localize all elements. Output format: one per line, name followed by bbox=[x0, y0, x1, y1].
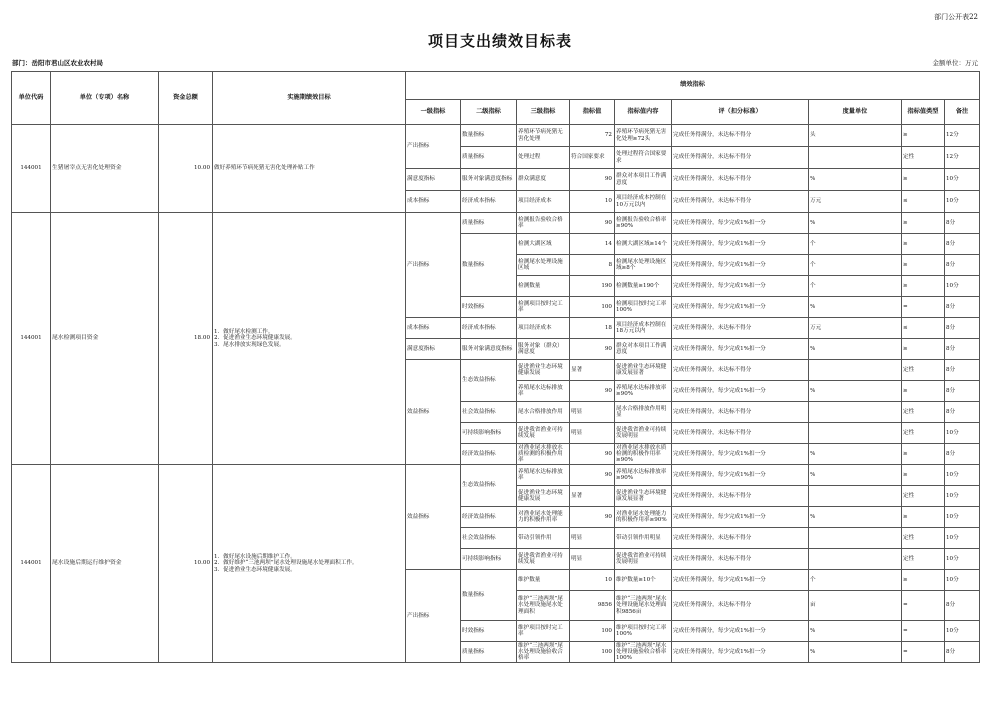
value-content-cell: 养殖尾水达标排放率≥90% bbox=[615, 465, 672, 486]
level3-cell: 检测尾水处理设施区域 bbox=[517, 255, 570, 276]
value-cell: 10 bbox=[570, 191, 615, 213]
level3-cell: 维护“三池两坝”尾水处理设施验收合格率 bbox=[517, 642, 570, 663]
value-cell: 90 bbox=[570, 507, 615, 528]
level3-cell: 促进渔业生态环境健康发展 bbox=[517, 360, 570, 381]
value-cell: 明显 bbox=[570, 549, 615, 570]
table-row bbox=[12, 465, 980, 486]
scoring-cell: 完成任务得满分，未达标不得分 bbox=[672, 423, 809, 444]
remark-cell: 10分 bbox=[945, 528, 980, 549]
value-type-cell: ≥ bbox=[902, 381, 945, 402]
project-name-cell: 尾水检测项目资金 bbox=[51, 213, 159, 465]
value-type-cell: = bbox=[902, 297, 945, 318]
scoring-cell: 完成任务得满分，未达标不得分 bbox=[672, 591, 809, 621]
scoring-cell: 完成任务得满分，未达标不得分 bbox=[672, 549, 809, 570]
remark-cell: 10分 bbox=[945, 169, 980, 191]
scoring-cell: 完成任务得满分，未达标不得分 bbox=[672, 402, 809, 423]
value-type-cell: ≥ bbox=[902, 465, 945, 486]
col-value-type: 指标值类型 bbox=[902, 100, 945, 125]
measure-unit-cell: % bbox=[809, 465, 902, 486]
level2-cell: 数量指标 bbox=[461, 570, 517, 621]
level1-cell: 产出指标 bbox=[406, 213, 461, 318]
remark-cell: 10分 bbox=[945, 486, 980, 507]
level3-cell: 维护“三池两坝”尾水处理设施尾水处理面积 bbox=[517, 591, 570, 621]
measure-unit-cell: % bbox=[809, 642, 902, 663]
value-content-cell: 检测数量≥190个 bbox=[615, 276, 672, 297]
remark-cell: 8分 bbox=[945, 213, 980, 234]
scoring-cell: 完成任务得满分，每少完成1%扣一分 bbox=[672, 234, 809, 255]
value-type-cell: ≥ bbox=[902, 213, 945, 234]
value-content-cell: 对渔业尾水排放水质检测的积极作用率≥90% bbox=[615, 444, 672, 465]
value-content-cell: 维护数量≥10个 bbox=[615, 570, 672, 591]
target-line: 3．尾水排放实现绿色发展。 bbox=[214, 341, 285, 348]
col-target: 实施期绩效目标 bbox=[213, 72, 406, 125]
value-cell: 明显 bbox=[570, 423, 615, 444]
project-name-cell: 生猪屠宰点无害化处理资金 bbox=[51, 125, 159, 213]
value-type-cell: ≥ bbox=[902, 125, 945, 147]
measure-unit-cell: 万元 bbox=[809, 191, 902, 213]
remark-cell: 10分 bbox=[945, 191, 980, 213]
level1-cell: 效益指标 bbox=[406, 360, 461, 465]
remark-cell: 10分 bbox=[945, 570, 980, 591]
unit-code-cell: 144001 bbox=[12, 465, 51, 663]
target-cell: 做好养殖环节病死猪无害化处理补贴工作 bbox=[213, 125, 406, 213]
level3-cell: 检测数量 bbox=[517, 276, 570, 297]
value-type-cell: 定性 bbox=[902, 402, 945, 423]
value-type-cell: 定性 bbox=[902, 360, 945, 381]
value-type-cell: 定性 bbox=[902, 147, 945, 169]
table-row bbox=[12, 125, 980, 147]
scoring-cell: 完成任务得满分，每少完成1%扣一分 bbox=[672, 444, 809, 465]
performance-table bbox=[11, 71, 980, 663]
level2-cell: 服务对象满意度指标 bbox=[461, 339, 517, 360]
remark-cell: 8分 bbox=[945, 234, 980, 255]
value-type-cell: ≥ bbox=[902, 276, 945, 297]
amount-unit-label: 金额单位：万元 bbox=[932, 59, 978, 67]
measure-unit-cell: % bbox=[809, 444, 902, 465]
level3-cell: 维护项目按时完工率 bbox=[517, 621, 570, 642]
level3-cell: 群众满意度 bbox=[517, 169, 570, 191]
measure-unit-cell: 头 bbox=[809, 125, 902, 147]
level2-cell: 质量指标 bbox=[461, 642, 517, 663]
level3-cell: 促进我省渔业可持续发展 bbox=[517, 549, 570, 570]
value-type-cell: ≥ bbox=[902, 169, 945, 191]
level3-cell: 服务对象（群众）满意度 bbox=[517, 339, 570, 360]
scoring-cell: 完成任务得满分，未达标不得分 bbox=[672, 169, 809, 191]
level3-cell: 检测报告验收合格率 bbox=[517, 213, 570, 234]
col-project-name: 单位（专项）名称 bbox=[51, 72, 159, 125]
value-type-cell: = bbox=[902, 642, 945, 663]
col-level3: 三级指标 bbox=[517, 100, 570, 125]
remark-cell: 10分 bbox=[945, 549, 980, 570]
level2-cell: 经济成本指标 bbox=[461, 318, 517, 339]
value-type-cell: ≤ bbox=[902, 191, 945, 213]
value-cell: 100 bbox=[570, 642, 615, 663]
measure-unit-cell bbox=[809, 423, 902, 444]
value-content-cell: 促进我省渔业可持续发展明显 bbox=[615, 549, 672, 570]
value-type-cell: ≥ bbox=[902, 339, 945, 360]
col-remark: 备注 bbox=[945, 100, 980, 125]
value-content-cell: 维护“三池两坝”尾水处理设施尾水处理面积9856亩 bbox=[615, 591, 672, 621]
level3-cell: 维护数量 bbox=[517, 570, 570, 591]
remark-cell: 12分 bbox=[945, 147, 980, 169]
measure-unit-cell: % bbox=[809, 507, 902, 528]
scoring-cell: 完成任务得满分，每少完成1%扣一分 bbox=[672, 381, 809, 402]
value-cell: 190 bbox=[570, 276, 615, 297]
unit-code-cell: 144001 bbox=[12, 213, 51, 465]
remark-cell: 8分 bbox=[945, 255, 980, 276]
scoring-cell: 完成任务得满分，每少完成1%扣一分 bbox=[672, 465, 809, 486]
measure-unit-cell bbox=[809, 486, 902, 507]
department-label: 部门：岳阳市君山区农业农村局 bbox=[12, 59, 103, 67]
level3-cell: 促进我省渔业可持续发展 bbox=[517, 423, 570, 444]
value-content-cell: 维护项目按时完工率100% bbox=[615, 621, 672, 642]
value-content-cell: 群众对本项目工作满意度 bbox=[615, 169, 672, 191]
unit-code-cell: 144001 bbox=[12, 125, 51, 213]
level2-cell: 时效指标 bbox=[461, 297, 517, 318]
level3-cell: 养殖环节病死猪无害化处理 bbox=[517, 125, 570, 147]
col-value: 指标值 bbox=[570, 100, 615, 125]
scoring-cell: 完成任务得满分，每少完成1%扣一分 bbox=[672, 642, 809, 663]
target-line: 2．促进渔业生态环境健康发展。 bbox=[214, 335, 296, 342]
col-level1: 一级指标 bbox=[406, 100, 461, 125]
remark-cell: 8分 bbox=[945, 642, 980, 663]
level2-cell: 时效指标 bbox=[461, 621, 517, 642]
value-content-cell: 处理过程符合国家要求 bbox=[615, 147, 672, 169]
measure-unit-cell bbox=[809, 549, 902, 570]
value-cell: 明显 bbox=[570, 528, 615, 549]
level3-cell: 对渔业尾水排放水质检测的积极作用率 bbox=[517, 444, 570, 465]
value-type-cell: ≥ bbox=[902, 234, 945, 255]
table-row bbox=[12, 213, 980, 234]
value-content-cell: 养殖环节病死猪无害化处理≥72头 bbox=[615, 125, 672, 147]
col-value-content: 指标值内容 bbox=[615, 100, 672, 125]
total-funds-cell: 10.00 bbox=[159, 465, 213, 663]
measure-unit-cell: % bbox=[809, 339, 902, 360]
value-cell: 90 bbox=[570, 213, 615, 234]
value-type-cell: 定性 bbox=[902, 423, 945, 444]
measure-unit-cell: 亩 bbox=[809, 591, 902, 621]
value-cell: 显著 bbox=[570, 486, 615, 507]
level3-cell: 项目经济成本 bbox=[517, 318, 570, 339]
value-type-cell: = bbox=[902, 591, 945, 621]
scoring-cell: 完成任务得满分，每少完成1%扣一分 bbox=[672, 339, 809, 360]
measure-unit-cell bbox=[809, 360, 902, 381]
level2-cell: 社会效益指标 bbox=[461, 528, 517, 549]
scoring-cell: 完成任务得满分，每少完成1%扣一分 bbox=[672, 507, 809, 528]
level2-cell: 质量指标 bbox=[461, 213, 517, 234]
col-scoring: 评（扣分标准） bbox=[672, 100, 809, 125]
target-cell bbox=[213, 213, 406, 465]
level2-cell: 生态效益指标 bbox=[461, 465, 517, 507]
value-cell: 90 bbox=[570, 381, 615, 402]
page-note: 部门公开表22 bbox=[934, 13, 978, 21]
measure-unit-cell: % bbox=[809, 621, 902, 642]
col-unit-code: 单位代码 bbox=[12, 72, 51, 125]
measure-unit-cell bbox=[809, 147, 902, 169]
value-type-cell: ≥ bbox=[902, 444, 945, 465]
value-cell: 10 bbox=[570, 570, 615, 591]
level2-cell: 可持续影响指标 bbox=[461, 549, 517, 570]
level2-cell: 数量指标 bbox=[461, 234, 517, 297]
value-content-cell: 项目经济成本控制在18万元以内 bbox=[615, 318, 672, 339]
value-type-cell: 定性 bbox=[902, 486, 945, 507]
scoring-cell: 完成任务得满分，每少完成1%扣一分 bbox=[672, 255, 809, 276]
col-indicators: 绩效指标 bbox=[406, 72, 980, 100]
remark-cell: 10分 bbox=[945, 423, 980, 444]
value-content-cell: 检测大湖区域≥14个 bbox=[615, 234, 672, 255]
total-funds-cell: 10.00 bbox=[159, 125, 213, 213]
value-content-cell: 养殖尾水达标排放率≥90% bbox=[615, 381, 672, 402]
value-type-cell: ≤ bbox=[902, 318, 945, 339]
col-level2: 二级指标 bbox=[461, 100, 517, 125]
level2-cell: 经济成本指标 bbox=[461, 191, 517, 213]
level1-cell: 满意度指标 bbox=[406, 339, 461, 360]
level1-cell: 效益指标 bbox=[406, 465, 461, 570]
scoring-cell: 完成任务得满分，未达标不得分 bbox=[672, 318, 809, 339]
level1-cell: 产出指标 bbox=[406, 570, 461, 663]
level2-cell: 生态效益指标 bbox=[461, 360, 517, 402]
measure-unit-cell: % bbox=[809, 297, 902, 318]
level2-cell: 可持续影响指标 bbox=[461, 423, 517, 444]
page-title: 项目支出绩效目标表 bbox=[427, 32, 572, 50]
remark-cell: 10分 bbox=[945, 465, 980, 486]
value-cell: 100 bbox=[570, 621, 615, 642]
level3-cell: 检测项目按时完工率 bbox=[517, 297, 570, 318]
target-cell bbox=[213, 465, 406, 663]
value-cell: 90 bbox=[570, 339, 615, 360]
remark-cell: 8分 bbox=[945, 339, 980, 360]
level3-cell: 带动引领作用 bbox=[517, 528, 570, 549]
level1-cell: 满意度指标 bbox=[406, 169, 461, 191]
target-line: 1．做好尾水检测工作。 bbox=[214, 329, 274, 336]
level2-cell: 经济效益指标 bbox=[461, 507, 517, 528]
target-line: 1．做好尾水设施后期维护工作。 bbox=[214, 554, 296, 561]
value-type-cell: ≥ bbox=[902, 255, 945, 276]
value-cell: 14 bbox=[570, 234, 615, 255]
target-line: 2．做好维护“三池两坝”尾水处理设施尾水处理面积工作。 bbox=[214, 560, 358, 567]
measure-unit-cell bbox=[809, 402, 902, 423]
level3-cell: 项目经济成本 bbox=[517, 191, 570, 213]
value-cell: 90 bbox=[570, 169, 615, 191]
value-content-cell: 检测项目按时完工率100% bbox=[615, 297, 672, 318]
level3-cell: 处理过程 bbox=[517, 147, 570, 169]
value-content-cell: 促进渔业生态环境健康发展显著 bbox=[615, 360, 672, 381]
measure-unit-cell bbox=[809, 528, 902, 549]
level1-cell: 成本指标 bbox=[406, 191, 461, 213]
target-line: 3．促进渔业生态环境健康发展。 bbox=[214, 566, 296, 573]
level2-cell: 数量指标 bbox=[461, 125, 517, 147]
value-type-cell: 定性 bbox=[902, 528, 945, 549]
value-content-cell: 项目经济成本控制在10万元以内 bbox=[615, 191, 672, 213]
value-content-cell: 带动引领作用明显 bbox=[615, 528, 672, 549]
level2-cell: 服务对象满意度指标 bbox=[461, 169, 517, 191]
level2-cell: 质量指标 bbox=[461, 147, 517, 169]
remark-cell: 8分 bbox=[945, 360, 980, 381]
level2-cell: 经济效益指标 bbox=[461, 444, 517, 465]
value-cell: 9856 bbox=[570, 591, 615, 621]
level1-cell: 成本指标 bbox=[406, 318, 461, 339]
scoring-cell: 完成任务得满分，每少完成1%扣一分 bbox=[672, 621, 809, 642]
level3-cell: 对渔业尾水处理能力的积极作用率 bbox=[517, 507, 570, 528]
remark-cell: 10分 bbox=[945, 507, 980, 528]
measure-unit-cell: 个 bbox=[809, 234, 902, 255]
value-cell: 明显 bbox=[570, 402, 615, 423]
value-cell: 72 bbox=[570, 125, 615, 147]
level2-cell: 社会效益指标 bbox=[461, 402, 517, 423]
scoring-cell: 完成任务得满分，未达标不得分 bbox=[672, 125, 809, 147]
level3-cell: 养殖尾水达标排放率 bbox=[517, 381, 570, 402]
value-cell: 100 bbox=[570, 297, 615, 318]
scoring-cell: 完成任务得满分，未达标不得分 bbox=[672, 360, 809, 381]
total-funds-cell: 18.00 bbox=[159, 213, 213, 465]
value-content-cell: 检测尾水处理设施区域≥8个 bbox=[615, 255, 672, 276]
remark-cell: 12分 bbox=[945, 125, 980, 147]
col-total-funds: 资金总额 bbox=[159, 72, 213, 125]
value-cell: 符合国家要求 bbox=[570, 147, 615, 169]
remark-cell: 8分 bbox=[945, 402, 980, 423]
scoring-cell: 完成任务得满分，未达标不得分 bbox=[672, 528, 809, 549]
value-content-cell: 对渔业尾水处理能力的积极作用率≥90% bbox=[615, 507, 672, 528]
value-content-cell: 促进渔业生态环境健康发展显著 bbox=[615, 486, 672, 507]
value-cell: 90 bbox=[570, 444, 615, 465]
value-cell: 18 bbox=[570, 318, 615, 339]
value-content-cell: 维护“三池两坝”尾水处理设施验收合格率100% bbox=[615, 642, 672, 663]
remark-cell: 10分 bbox=[945, 621, 980, 642]
level3-cell: 尾水合格排放作用 bbox=[517, 402, 570, 423]
measure-unit-cell: % bbox=[809, 213, 902, 234]
level3-cell: 检测大湖区域 bbox=[517, 234, 570, 255]
value-type-cell: 定性 bbox=[902, 549, 945, 570]
scoring-cell: 完成任务得满分，未达标不得分 bbox=[672, 486, 809, 507]
remark-cell: 8分 bbox=[945, 591, 980, 621]
scoring-cell: 完成任务得满分，未达标不得分 bbox=[672, 147, 809, 169]
value-type-cell: = bbox=[902, 621, 945, 642]
scoring-cell: 完成任务得满分，未达标不得分 bbox=[672, 191, 809, 213]
scoring-cell: 完成任务得满分，每少完成1%扣一分 bbox=[672, 297, 809, 318]
measure-unit-cell: 个 bbox=[809, 570, 902, 591]
measure-unit-cell: 万元 bbox=[809, 318, 902, 339]
remark-cell: 8分 bbox=[945, 297, 980, 318]
scoring-cell: 完成任务得满分，每少完成1%扣一分 bbox=[672, 276, 809, 297]
value-cell: 90 bbox=[570, 465, 615, 486]
remark-cell: 8分 bbox=[945, 381, 980, 402]
value-content-cell: 群众对本项目工作满意度 bbox=[615, 339, 672, 360]
scoring-cell: 完成任务得满分，每少完成1%扣一分 bbox=[672, 570, 809, 591]
value-cell: 显著 bbox=[570, 360, 615, 381]
value-type-cell: ≥ bbox=[902, 570, 945, 591]
level1-cell: 产出指标 bbox=[406, 125, 461, 169]
value-cell: 8 bbox=[570, 255, 615, 276]
scoring-cell: 完成任务得满分，每少完成1%扣一分 bbox=[672, 213, 809, 234]
level3-cell: 养殖尾水达标排放率 bbox=[517, 465, 570, 486]
project-name-cell: 尾水设施后期运行维护资金 bbox=[51, 465, 159, 663]
col-measure-unit: 度量单位 bbox=[809, 100, 902, 125]
measure-unit-cell: 个 bbox=[809, 255, 902, 276]
level3-cell: 促进渔业生态环境健康发展 bbox=[517, 486, 570, 507]
measure-unit-cell: % bbox=[809, 381, 902, 402]
value-content-cell: 尾水合格排放作用明显 bbox=[615, 402, 672, 423]
value-content-cell: 检测报告验收合格率≥90% bbox=[615, 213, 672, 234]
value-type-cell: ≥ bbox=[902, 507, 945, 528]
measure-unit-cell: 个 bbox=[809, 276, 902, 297]
remark-cell: 10分 bbox=[945, 276, 980, 297]
value-content-cell: 促进我省渔业可持续发展明显 bbox=[615, 423, 672, 444]
measure-unit-cell: % bbox=[809, 169, 902, 191]
remark-cell: 8分 bbox=[945, 318, 980, 339]
remark-cell: 8分 bbox=[945, 444, 980, 465]
